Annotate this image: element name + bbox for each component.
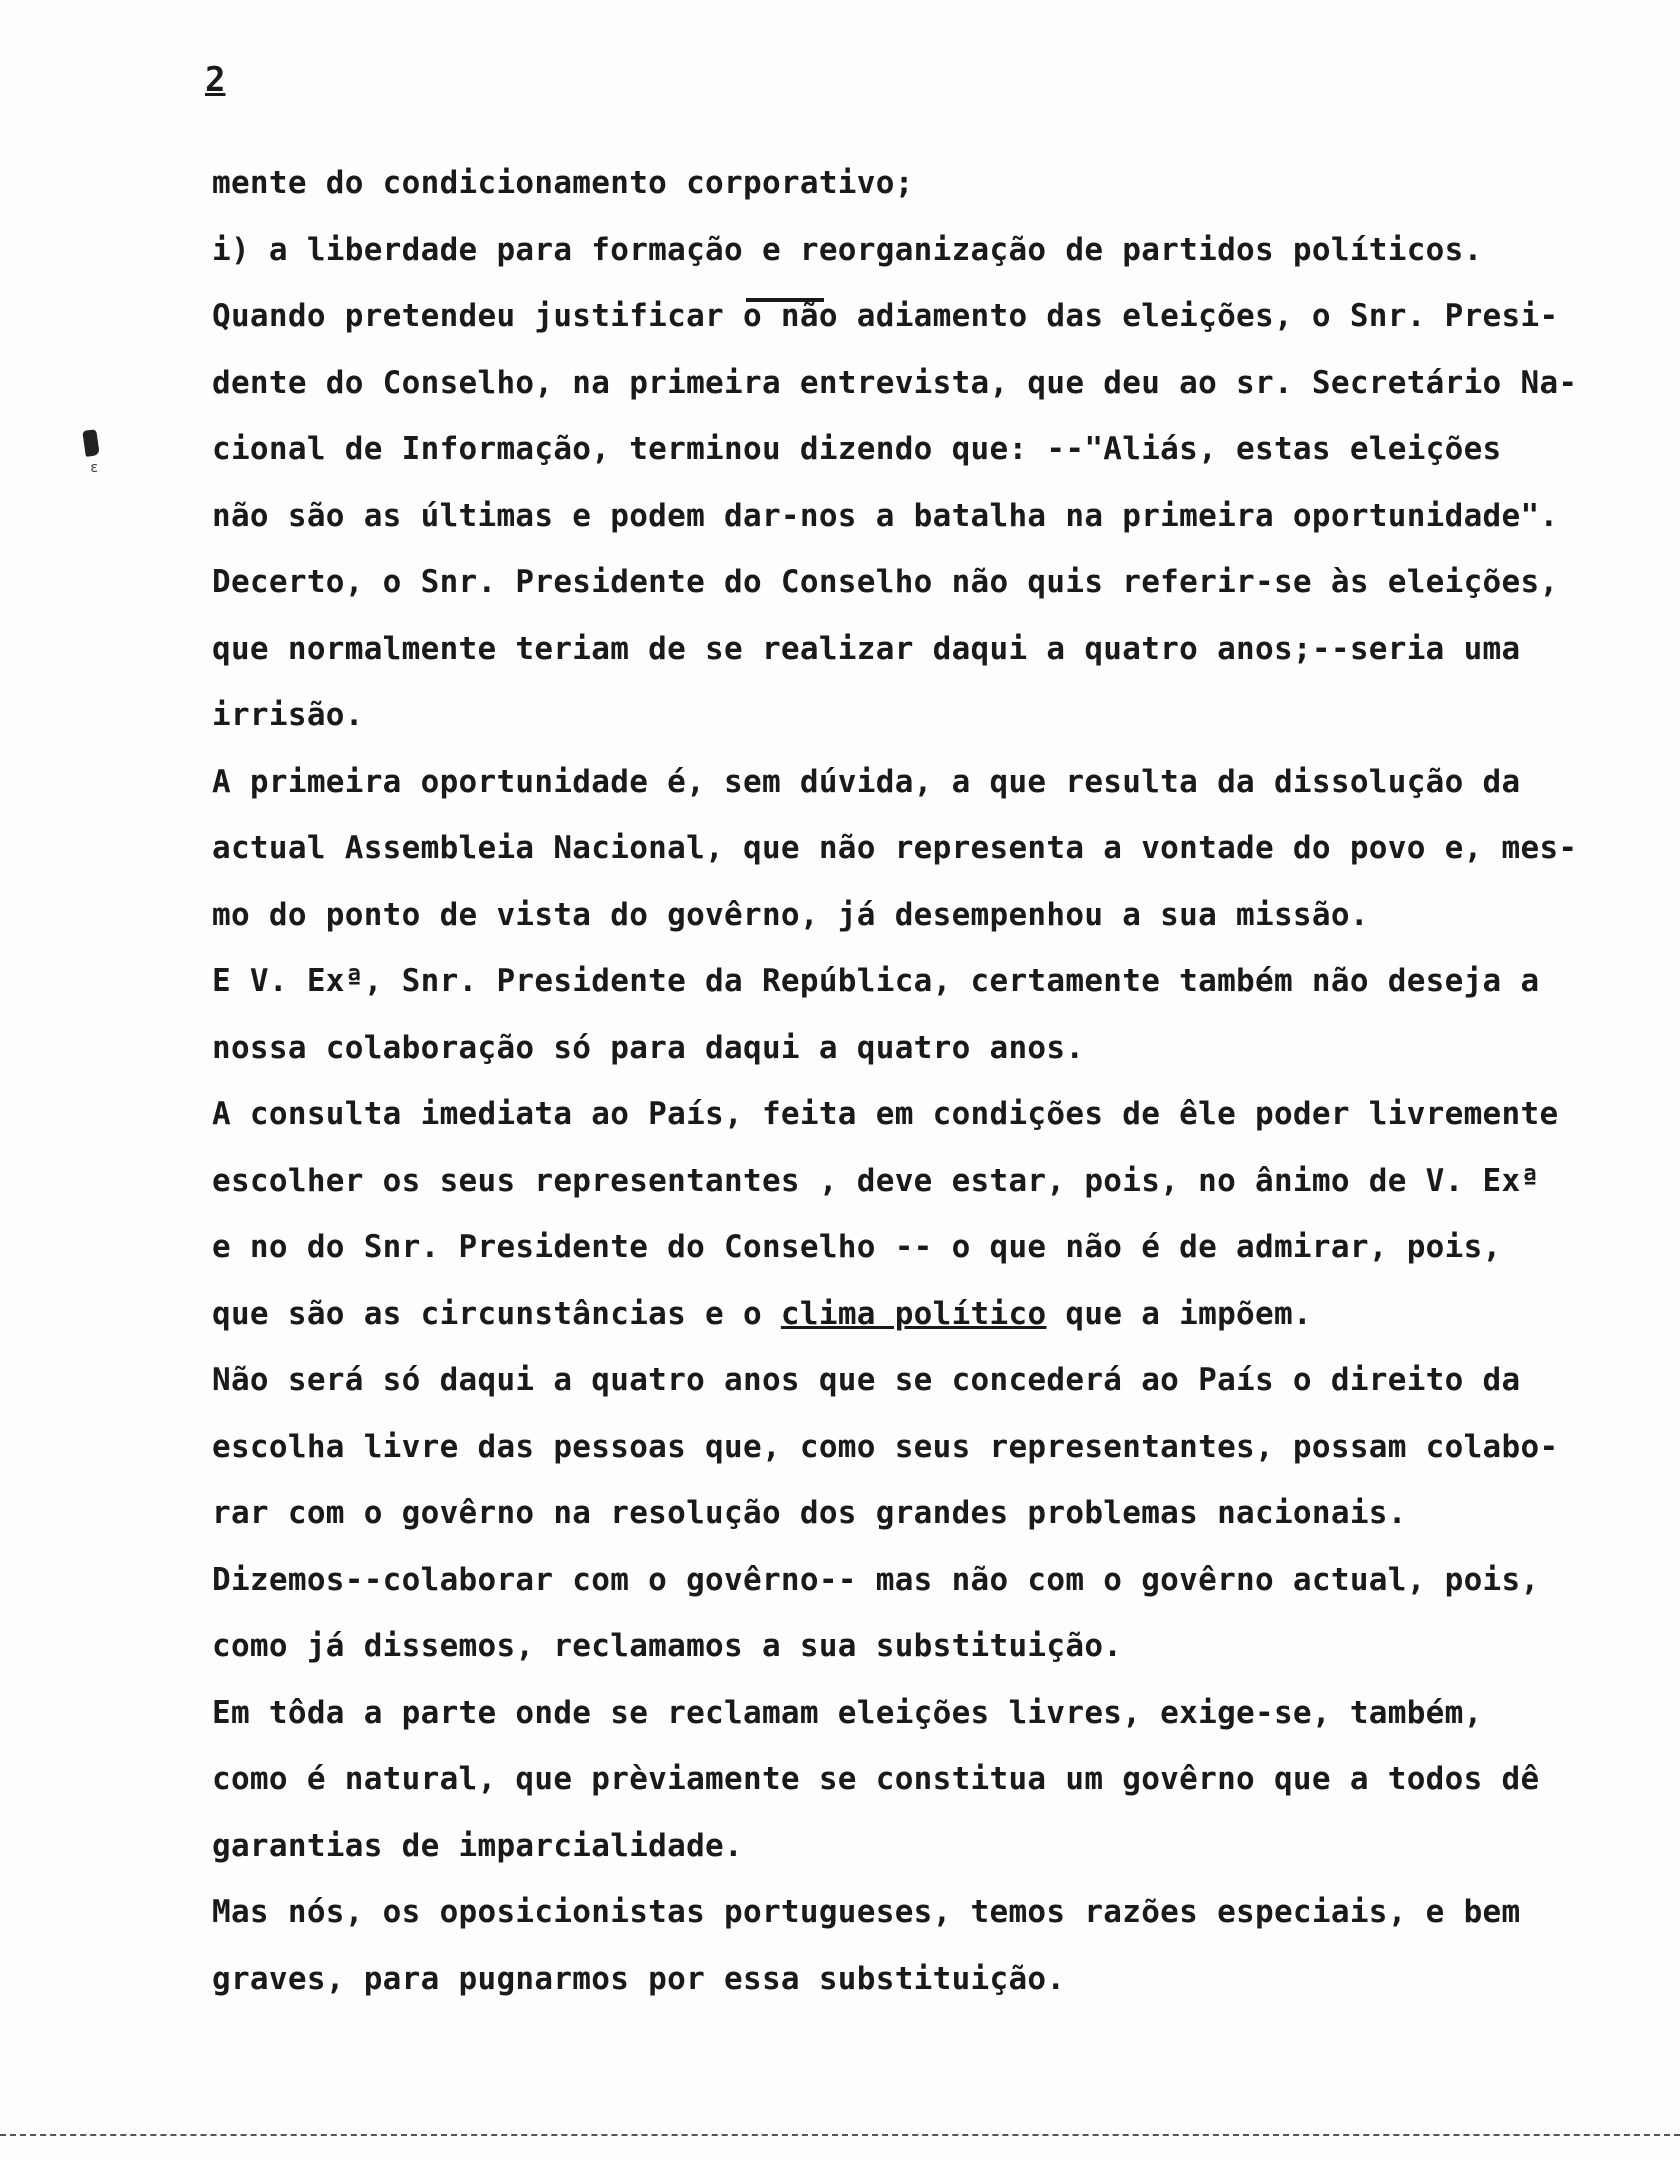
bottom-edge-rule	[0, 2134, 1680, 2136]
text-line: mente do condicionamento corporativo;	[212, 165, 914, 201]
text-line: i) a liberdade para formação e reorganização de partidos políticos.	[212, 231, 1483, 268]
text-line: como já dissemos, reclamamos a sua substituição.	[212, 1628, 1123, 1664]
text-line: Dizemos--colaborar com o govêrno-- mas não com o govêrno actual, pois,	[212, 1561, 1540, 1598]
text-line: Quando pretendeu justificar o não adiamento das eleições, o Snr. Presi-	[212, 298, 1559, 334]
text-line: garantias de imparcialidade.	[212, 1827, 743, 1864]
margin-ink-mark	[82, 429, 99, 457]
page-number: 2	[205, 60, 226, 100]
underlined-phrase: clima político	[780, 1295, 1047, 1332]
text-line: Decerto, o Snr. Presidente do Conselho não quis referir-se às eleições,	[212, 564, 1559, 600]
text-line: mo do ponto de vista do govêrno, já desempenhou a sua missão.	[212, 896, 1369, 933]
text-line: nossa colaboração só para daqui a quatro anos.	[212, 1029, 1085, 1066]
text-segment: que são as circunstâncias e o	[212, 1295, 781, 1332]
text-line: dente do Conselho, na primeira entrevista, que deu ao sr. Secretário Na-	[212, 364, 1578, 401]
text-line: e no do Snr. Presidente do Conselho -- o que não é de admirar, pois,	[212, 1229, 1502, 1265]
text-line: que normalmente teriam de se realizar daqui a quatro anos;--seria uma	[212, 630, 1521, 667]
text-line-underlined	[212, 1281, 1642, 1348]
text-line: Em tôda a parte onde se reclamam eleições livres, exige-se, também,	[212, 1694, 1483, 1731]
text-line: A consulta imediata ao País, feita em condições de êle poder livremente	[212, 1096, 1559, 1132]
margin-ink-mark-small: ε	[90, 460, 99, 476]
document-body	[212, 150, 1642, 2012]
text-line: actual Assembleia Nacional, que não representa a vontade do povo e, mes-	[212, 830, 1578, 866]
text-line: não são as últimas e podem dar-nos a batalha na primeira oportunidade".	[212, 497, 1559, 534]
text-line: irrisão.	[212, 697, 364, 733]
text-line: Mas nós, os oposicionistas portugueses, temos razões especiais, e bem	[212, 1894, 1521, 1930]
text-line: E V. Exª, Snr. Presidente da República, certamente também não deseja a	[212, 963, 1540, 999]
text-line: Não será só daqui a quatro anos que se concederá ao País o direito da	[212, 1362, 1521, 1398]
text-line: A primeira oportunidade é, sem dúvida, a que resulta da dissolução da	[212, 763, 1521, 800]
text-line: escolher os seus representantes , deve estar, pois, no ânimo de V. Exª	[212, 1162, 1540, 1199]
text-segment: que a impõem.	[1046, 1295, 1312, 1332]
text-line: rar com o govêrno na resolução dos grandes problemas nacionais.	[212, 1495, 1407, 1531]
text-line: cional de Informação, terminou dizendo que: --"Aliás, estas eleições	[212, 431, 1502, 467]
text-line: graves, para pugnarmos por essa substituição.	[212, 1960, 1066, 1997]
text-line: como é natural, que prèviamente se constitua um govêrno que a todos dê	[212, 1761, 1540, 1797]
text-line: escolha livre das pessoas que, como seus representantes, possam colabo-	[212, 1428, 1559, 1465]
